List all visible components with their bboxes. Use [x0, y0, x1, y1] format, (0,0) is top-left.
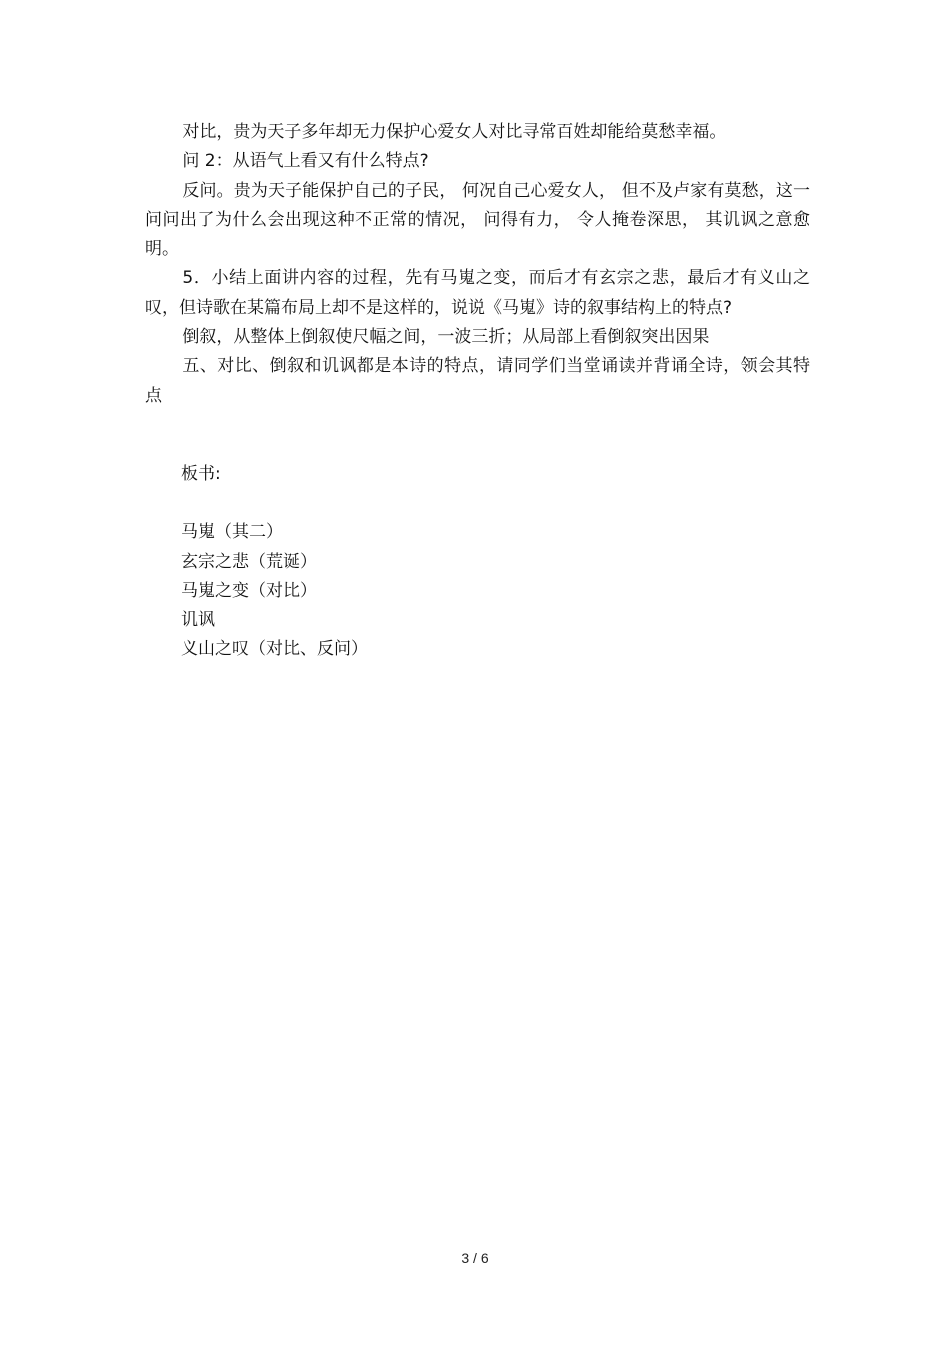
document-body [145, 118, 810, 411]
blackboard-notes [181, 460, 581, 665]
board-title: 板书: [181, 464, 221, 484]
paragraph-rhetorical-question: 反问。贵为天子能保护自己的子民， 何况自己心爱女人， 但不及卢家有莫愁，这一问问出了为什么会出现这种不正常的情况， 问得有力， 令人掩卷深思， 其讥讽之意愈明。 [145, 180, 810, 260]
paragraph-flashback: 倒叙，从整体上倒叙使尺幅之间，一波三折；从局部上看倒叙突出因果 [182, 327, 710, 348]
board-line: 义山之叹（对比、反问） [181, 639, 368, 660]
paragraph-contrast: 对比，贵为天子多年却无力保护心爱女人对比寻常百姓却能给莫愁幸福。 [182, 122, 727, 142]
board-line: 马嵬（其二） [181, 522, 283, 543]
board-line: 讥讽 [181, 610, 215, 631]
paragraph-question-2: 问 2：从语气上看又有什么特点? [182, 151, 429, 172]
page-number: 3 / 6 [461, 1250, 489, 1266]
paragraph-section-five: 五、对比、倒叙和讥讽都是本诗的特点，请同学们当堂诵读并背诵全诗，领会其特点 [145, 356, 810, 406]
board-line: 玄宗之悲（荒诞） [181, 551, 317, 572]
paragraph-summary-5: 5．小结上面讲内容的过程，先有马嵬之变，而后才有玄宗之悲，最后才有义山之叹，但诗歌在某篇布局上却不是这样的，说说《马嵬》诗的叙事结构上的特点? [145, 268, 810, 318]
board-line: 马嵬之变（对比） [181, 580, 317, 601]
